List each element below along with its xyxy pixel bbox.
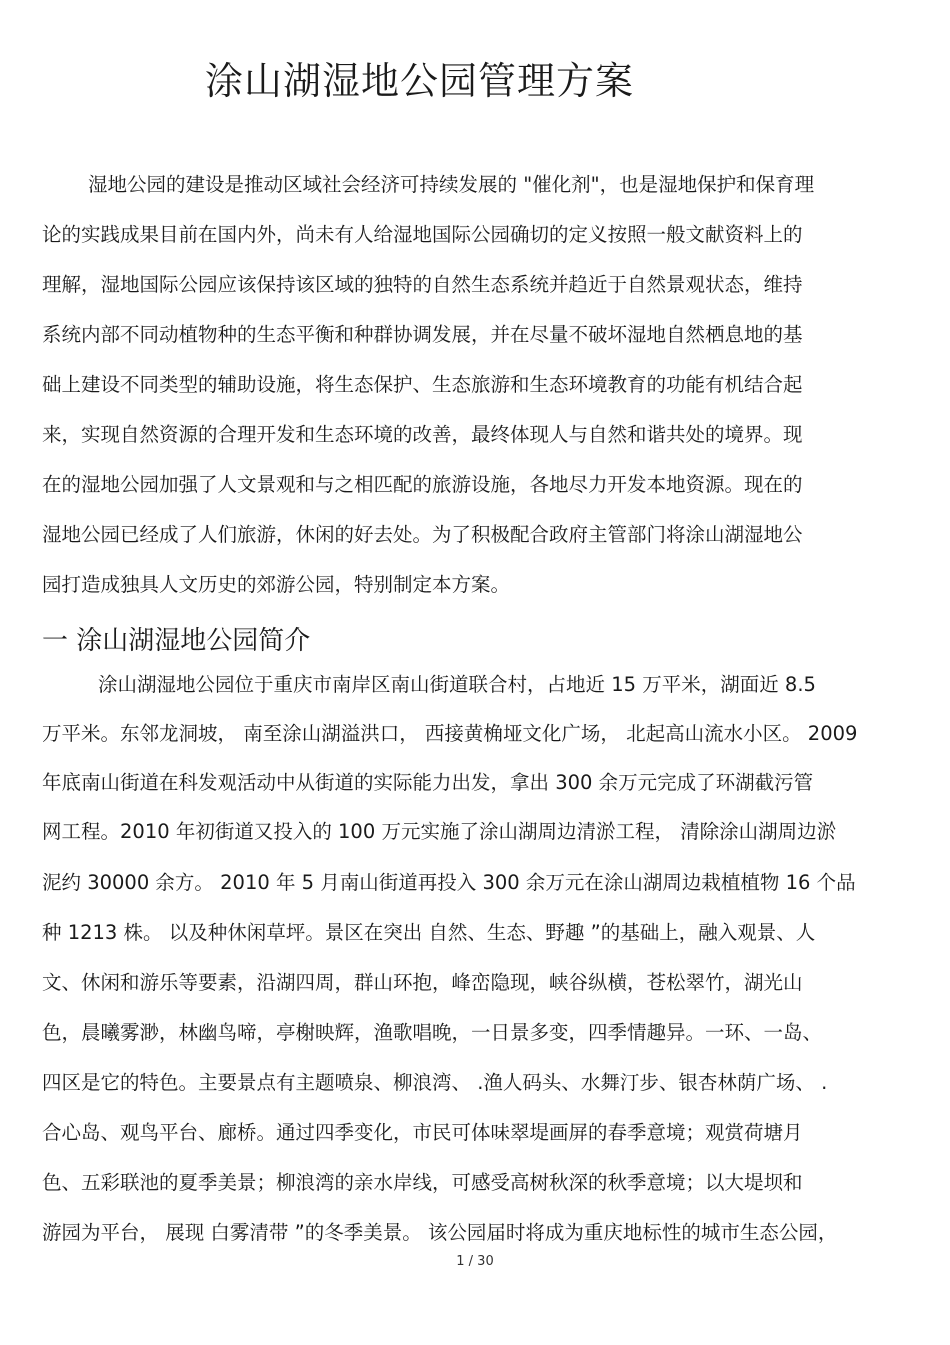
paragraph-line: 文、休闲和游乐等要素，沿湖四周，群山环抱，峰峦隐现，峡谷纵横，苍松翠竹，湖光山 (42, 971, 803, 994)
paragraph-line: 论的实践成果目前在国内外，尚未有人给湿地国际公园确切的定义按照一般文献资料上的 (42, 223, 803, 246)
paragraph-line: 种 1213 株。 以及种休闲草坪。景区在突出 自然、生态、野趣 ”的基础上，融入观景、人 (42, 921, 816, 944)
section-heading: 一 涂山湖湿地公园简介 (42, 626, 311, 656)
paragraph-line: 色，晨曦雾渺，林幽鸟啼，亭榭映辉，渔歌唱晚，一日景多变，四季情趣异。一环、一岛、 (42, 1021, 823, 1044)
paragraph-line: 在的湿地公园加强了人文景观和与之相匹配的旅游设施，各地尽力开发本地资源。现在的 (42, 473, 803, 496)
paragraph-line: 础上建设不同类型的辅助设施，将生态保护、生态旅游和生态环境教育的功能有机结合起 (42, 373, 803, 396)
paragraph-line: 园打造成独具人文历史的郊游公园，特别制定本方案。 (42, 573, 511, 596)
paragraph-line: 来，实现自然资源的合理开发和生态环境的改善，最终体现人与自然和谐共处的境界。现 (42, 423, 803, 446)
document-title: 涂山湖湿地公园管理方案 (205, 59, 635, 103)
paragraph-line: 合心岛、观鸟平台、廊桥。通过四季变化，市民可体味翠堤画屏的春季意境；观赏荷塘月 (42, 1121, 803, 1144)
paragraph-line: 四区是它的特色。主要景点有主题喷泉、柳浪湾、 .渔人码头、水舞汀步、银杏林荫广场、 . (42, 1071, 828, 1094)
paragraph-line: 网工程。2010 年初街道又投入的 100 万元实施了涂山湖周边清淤工程， 清除涂山湖周边淤 (42, 820, 837, 843)
page-number: 1 / 30 (456, 1254, 494, 1269)
paragraph-line: 系统内部不同动植物种的生态平衡和种群协调发展，并在尽量不破坏湿地自然栖息地的基 (42, 323, 803, 346)
paragraph-line: 游园为平台， 展现 白雾清带 ”的冬季美景。 该公园届时将成为重庆地标性的城市生态公园， (42, 1221, 838, 1244)
paragraph-line: 湿地公园的建设是推动区域社会经济可持续发展的 "催化剂"，也是湿地保护和保育理 (88, 173, 815, 196)
paragraph-line: 万平米。东邻龙洞坡， 南至涂山湖溢洪口， 西接黄桷垭文化广场， 北起高山流水小区。 2009 (42, 722, 858, 745)
paragraph-line: 年底南山街道在科发观活动中从街道的实际能力出发，拿出 300 余万元完成了环湖截污管 (42, 771, 814, 794)
paragraph-line: 泥约 30000 余方。 2010 年 5 月南山街道再投入 300 余万元在涂山湖周边栽植植物 16 个品 (42, 871, 856, 894)
paragraph-line: 涂山湖湿地公园位于重庆市南岸区南山街道联合村，占地近 15 万平米，湖面近 8.5 (98, 673, 816, 696)
paragraph-line: 色、五彩联池的夏季美景；柳浪湾的亲水岸线，可感受高树秋深的秋季意境；以大堤坝和 (42, 1171, 803, 1194)
paragraph-line: 湿地公园已经成了人们旅游，休闲的好去处。为了积极配合政府主管部门将涂山湖湿地公 (42, 523, 803, 546)
paragraph-line: 理解，湿地国际公园应该保持该区域的独特的自然生态系统并趋近于自然景观状态，维持 (42, 273, 803, 296)
